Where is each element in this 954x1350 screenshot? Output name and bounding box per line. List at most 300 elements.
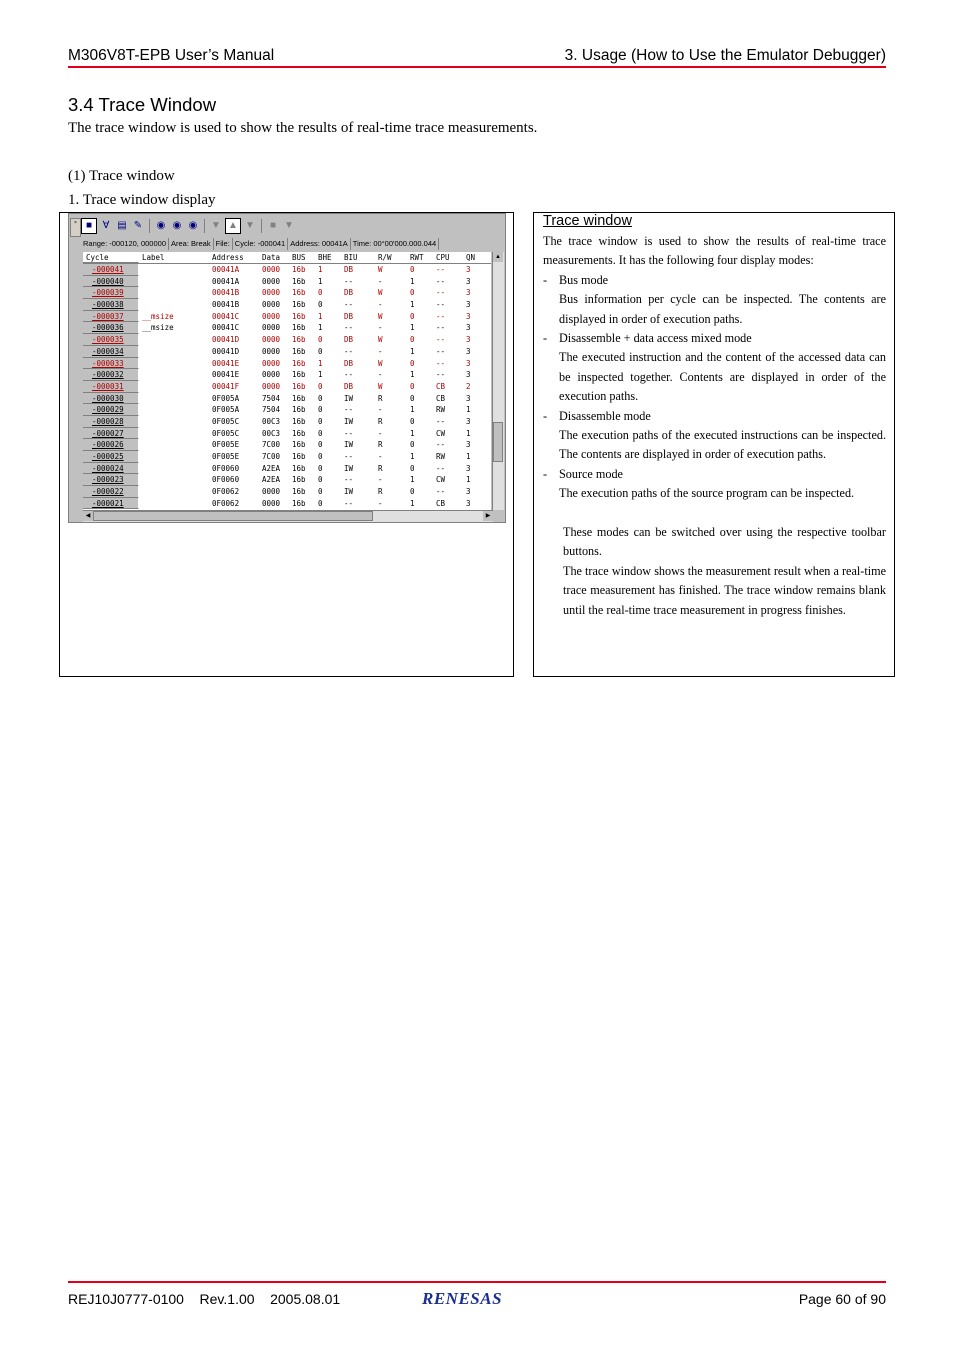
subsection-heading: (1) Trace window <box>68 168 175 184</box>
cell-label <box>139 346 209 358</box>
status-range: Range: -000120, 000000 <box>81 238 169 250</box>
cell-rwt: 0 <box>410 463 415 473</box>
cycle-value: -000022 <box>92 487 124 497</box>
column-header-rwt[interactable]: RWT <box>407 252 433 263</box>
cell-rw: - <box>378 475 383 485</box>
cell-label <box>139 393 209 405</box>
cell-bhe: 1 <box>318 311 323 321</box>
cycle-value: -000031 <box>92 381 124 391</box>
cycle-value: -000033 <box>92 358 124 368</box>
cell-qn: 1 <box>466 452 471 461</box>
cell-cpu: -- <box>436 487 446 497</box>
cell-qn: 1 <box>466 405 471 415</box>
sidebar-box <box>533 212 895 677</box>
cell-label <box>139 416 209 428</box>
cell-data: 0000 <box>262 370 281 380</box>
cell-data: 0000 <box>262 487 281 497</box>
cell-rw: R <box>378 440 383 450</box>
dropdown-icon[interactable]: ▼ <box>284 220 294 231</box>
cell-bus: 16b <box>292 335 306 345</box>
scroll-down-icon[interactable]: ▼ <box>245 220 255 231</box>
cell-address: 00041F <box>212 381 240 391</box>
cell-label <box>139 498 209 510</box>
cycle-value: -000024 <box>92 463 124 473</box>
cell-cycle <box>83 311 139 323</box>
cell-bus: 16b <box>292 358 306 368</box>
cell-rwt: 0 <box>410 311 415 321</box>
cell-rwt: 1 <box>410 370 415 380</box>
table-row[interactable] <box>83 416 491 428</box>
cell-cpu: -- <box>436 370 446 380</box>
cell-bhe: 0 <box>318 405 323 415</box>
cell-bus: 16b <box>292 346 306 356</box>
status-address: Address: 00041A <box>288 238 351 250</box>
cell-bhe: 0 <box>318 463 323 473</box>
cell-address: 0F005A <box>212 393 240 403</box>
cell-data: 7C00 <box>262 452 281 461</box>
cell-qn: 1 <box>466 428 471 438</box>
cell-data: 0000 <box>262 311 281 321</box>
cell-cycle <box>83 264 139 276</box>
cycle-value: -000032 <box>92 370 124 380</box>
cell-label <box>139 404 209 416</box>
cell-qn: 3 <box>466 311 471 321</box>
cycle-value: -000040 <box>92 276 124 286</box>
cell-address: 0F0062 <box>212 498 240 508</box>
cell-address: 0F005C <box>212 416 240 426</box>
cell-label <box>139 358 209 370</box>
section-title: 3.4 Trace Window <box>68 94 217 115</box>
table-row[interactable] <box>83 381 491 393</box>
renesas-logo <box>418 1287 534 1314</box>
cell-cycle <box>83 369 139 381</box>
cell-cycle <box>83 463 139 475</box>
cycle-value: -000028 <box>92 416 124 426</box>
cell-data: 0000 <box>262 323 281 333</box>
cycle-value: -000023 <box>92 475 124 485</box>
cell-rw: - <box>378 405 383 415</box>
section-intro: The trace window is used to show the results of real-time trace measurements. <box>68 120 538 136</box>
table-row[interactable] <box>83 334 491 346</box>
cell-cycle <box>83 287 139 299</box>
table-row[interactable] <box>83 346 491 358</box>
cell-bus: 16b <box>292 288 306 298</box>
trace-table <box>83 252 491 510</box>
scroll-left-arrow-icon[interactable]: ◀ <box>83 511 93 521</box>
table-row[interactable] <box>83 264 491 276</box>
cell-cpu: -- <box>436 265 446 274</box>
cell-rwt: 0 <box>410 381 415 391</box>
cell-bus: 16b <box>292 323 306 333</box>
cell-rwt: 0 <box>410 335 415 345</box>
cell-rwt: 0 <box>410 393 415 403</box>
cell-cycle <box>83 276 139 288</box>
cell-cpu: CB <box>436 498 446 508</box>
cell-data: 0000 <box>262 335 281 345</box>
cycle-value: -000026 <box>92 440 124 450</box>
cell-cpu: CB <box>436 381 446 391</box>
cell-rw: R <box>378 487 383 497</box>
cell-cpu: -- <box>436 358 446 368</box>
cell-qn: 3 <box>466 487 471 497</box>
cell-rw: R <box>378 416 383 426</box>
cell-bhe: 0 <box>318 428 323 438</box>
cell-cpu: RW <box>436 452 446 461</box>
cell-label <box>139 451 209 463</box>
cell-cpu: CW <box>436 428 446 438</box>
cell-bhe: 1 <box>318 323 323 333</box>
header-chapter: 3. Usage (How to Use the Emulator Debugger) <box>564 47 886 64</box>
footer-rule <box>68 1281 886 1283</box>
cycle-value: -000041 <box>92 265 124 274</box>
cell-bus: 16b <box>292 440 306 450</box>
mode-name: Bus mode <box>559 272 609 287</box>
cell-bhe: 0 <box>318 416 323 426</box>
cell-bus: 16b <box>292 487 306 497</box>
cell-rw: - <box>378 428 383 438</box>
cell-cycle <box>83 322 139 334</box>
table-row[interactable] <box>83 393 491 405</box>
table-row[interactable] <box>83 404 491 416</box>
cell-cpu: -- <box>436 323 446 333</box>
cell-cycle <box>83 486 139 498</box>
cell-bus: 16b <box>292 276 306 286</box>
cell-address: 00041D <box>212 335 240 345</box>
trace-table-header <box>83 252 491 264</box>
cell-data: 7504 <box>262 393 281 403</box>
table-row[interactable] <box>83 463 491 475</box>
stop-icon[interactable]: ■ <box>269 220 277 231</box>
cell-data: 0000 <box>262 288 281 298</box>
cell-biu: -- <box>344 475 354 485</box>
cell-cycle <box>83 474 139 486</box>
cell-cpu: CW <box>436 475 446 485</box>
cell-biu: -- <box>344 498 354 508</box>
cell-bhe: 1 <box>318 276 323 286</box>
cell-bus: 16b <box>292 498 306 508</box>
scroll-up-icon[interactable]: ▼ <box>211 220 221 231</box>
cell-bus: 16b <box>292 463 306 473</box>
status-time: Time: 00°00'000.000.044 <box>351 238 439 250</box>
cell-rwt: 1 <box>410 475 415 485</box>
cell-bus: 16b <box>292 428 306 438</box>
cell-biu: -- <box>344 300 354 310</box>
cell-biu: IW <box>344 393 354 403</box>
cycle-value: -000025 <box>92 452 124 461</box>
close-icon[interactable]: × <box>70 218 81 237</box>
cell-cycle <box>83 428 139 440</box>
cell-bus: 16b <box>292 370 306 380</box>
cell-cycle <box>83 393 139 405</box>
cell-cpu: -- <box>436 416 446 426</box>
cell-bhe: 0 <box>318 475 323 485</box>
cell-rwt: 1 <box>410 405 415 415</box>
cell-address: 00041D <box>212 346 240 356</box>
cell-cpu: -- <box>436 335 446 345</box>
cell-rwt: 1 <box>410 346 415 356</box>
cell-rw: W <box>378 381 383 391</box>
cell-bhe: 1 <box>318 265 323 274</box>
cell-data: 0000 <box>262 358 281 368</box>
cell-bhe: 0 <box>318 381 323 391</box>
cell-qn: 3 <box>466 370 471 380</box>
cell-biu: -- <box>344 405 354 415</box>
cell-bhe: 1 <box>318 358 323 368</box>
cell-biu: IW <box>344 487 354 497</box>
cycle-value: -000029 <box>92 405 124 415</box>
column-header-address[interactable]: Address <box>209 252 259 263</box>
column-header-cycle[interactable]: Cycle <box>83 252 139 263</box>
cell-biu: DB <box>344 265 354 274</box>
status-cycle: Cycle: -000041 <box>233 238 288 250</box>
cell-data: 7504 <box>262 405 281 415</box>
table-row[interactable] <box>83 439 491 451</box>
cell-rwt: 0 <box>410 265 415 274</box>
column-header-bus[interactable]: BUS <box>289 252 315 263</box>
cell-bus: 16b <box>292 452 306 461</box>
cell-bus: 16b <box>292 311 306 321</box>
cell-label <box>139 463 209 475</box>
table-row[interactable] <box>83 451 491 463</box>
cell-cycle <box>83 346 139 358</box>
cell-qn: 3 <box>466 463 471 473</box>
cell-bhe: 0 <box>318 300 323 310</box>
cycle-value: -000038 <box>92 300 124 310</box>
search-next-icon[interactable]: ◉ <box>172 220 182 231</box>
cell-rwt: 0 <box>410 440 415 450</box>
table-row[interactable] <box>83 369 491 381</box>
cell-qn: 3 <box>466 358 471 368</box>
cell-label: __msize <box>142 323 174 333</box>
cell-address: 00041E <box>212 370 240 380</box>
cell-rwt: 0 <box>410 288 415 298</box>
cell-rwt: 0 <box>410 358 415 368</box>
cell-biu: DB <box>344 358 354 368</box>
column-header-qn[interactable]: QN <box>463 252 487 263</box>
cell-qn: 3 <box>466 440 471 450</box>
cell-rw: - <box>378 370 383 380</box>
cell-data: 0000 <box>262 265 281 274</box>
column-header-bhe[interactable]: BHE <box>315 252 341 263</box>
table-row[interactable] <box>83 428 491 440</box>
cell-data: 0000 <box>262 276 281 286</box>
cell-data: 0000 <box>262 300 281 310</box>
cell-address: 00041B <box>212 300 240 310</box>
sidebar-paragraph: The trace window is used to show the results of real-time trace measurements. It has the following four display modes: <box>543 234 886 268</box>
cell-qn: 3 <box>466 300 471 310</box>
cell-bus: 16b <box>292 265 306 274</box>
cell-bhe: 0 <box>318 346 323 356</box>
cell-label <box>139 334 209 346</box>
cell-cycle <box>83 439 139 451</box>
cell-cycle <box>83 299 139 311</box>
cell-rw: W <box>378 335 383 345</box>
vertical-scrollbar[interactable] <box>492 252 504 510</box>
cell-biu: -- <box>344 323 354 333</box>
cell-address: 0F0062 <box>212 487 240 497</box>
cell-rw: - <box>378 498 383 508</box>
bus-mode-icon[interactable]: ■ <box>81 218 97 234</box>
cell-bhe: 0 <box>318 487 323 497</box>
scroll-thumb[interactable] <box>493 422 503 462</box>
search-prev-icon[interactable]: ◉ <box>188 220 198 231</box>
cell-rwt: 1 <box>410 300 415 310</box>
cell-cpu: -- <box>436 276 446 286</box>
table-row[interactable] <box>83 358 491 370</box>
column-header-label[interactable]: Label <box>139 252 209 263</box>
trace-window-screenshot <box>68 213 506 523</box>
mode-name: Source mode <box>559 466 623 481</box>
cell-cycle <box>83 334 139 346</box>
cell-biu: DB <box>344 288 354 298</box>
cell-qn: 2 <box>466 381 471 391</box>
mode-description: The executed instruction and the content of the accessed data can be inspected together. Contents are displayed in order of the execution paths. <box>559 350 886 404</box>
cell-cycle <box>83 416 139 428</box>
source-mode-icon[interactable]: ✎ <box>133 220 143 231</box>
table-row[interactable] <box>83 276 491 288</box>
svg-text:RENESAS: RENESAS <box>422 1289 503 1308</box>
column-header-rw[interactable]: R/W <box>375 252 407 263</box>
cell-rw: W <box>378 265 383 274</box>
toolbar-separator <box>261 219 262 233</box>
mode-name: Disassemble + data access mixed mode <box>559 331 752 346</box>
cell-bhe: 1 <box>318 370 323 380</box>
table-row[interactable] <box>83 322 491 334</box>
cell-data: 0000 <box>262 498 281 508</box>
cell-bhe: 0 <box>318 288 323 298</box>
mixed-mode-icon[interactable]: ▤ <box>117 220 127 231</box>
sidebar-body <box>543 232 886 620</box>
scroll-top-icon[interactable]: ▲ <box>225 218 241 234</box>
table-row[interactable] <box>83 299 491 311</box>
cell-label <box>139 299 209 311</box>
cell-rw: - <box>378 300 383 310</box>
cycle-value: -000035 <box>92 335 124 345</box>
trace-toolbar <box>81 216 296 236</box>
cell-rw: R <box>378 393 383 403</box>
cell-bhe: 0 <box>318 393 323 403</box>
cell-label <box>139 276 209 288</box>
search-icon[interactable]: ◉ <box>156 220 166 231</box>
cell-qn: 3 <box>466 265 471 274</box>
cell-biu: DB <box>344 335 354 345</box>
table-row[interactable] <box>83 287 491 299</box>
cell-data: 0000 <box>262 346 281 356</box>
cell-rw: R <box>378 463 383 473</box>
table-row[interactable] <box>83 498 491 510</box>
cell-qn: 3 <box>466 393 471 403</box>
cell-bhe: 0 <box>318 452 323 461</box>
list-item: - Disassemble mode <box>543 407 886 426</box>
cell-cycle <box>83 381 139 393</box>
horizontal-scrollbar[interactable] <box>83 510 493 522</box>
cell-rw: W <box>378 288 383 298</box>
cell-qn: 1 <box>466 475 471 485</box>
header-rule <box>68 66 886 68</box>
cell-label <box>139 264 209 276</box>
cell-cpu: RW <box>436 405 446 415</box>
toolbar-separator <box>149 219 150 233</box>
cell-biu: -- <box>344 370 354 380</box>
cell-bus: 16b <box>292 405 306 415</box>
cell-cycle <box>83 404 139 416</box>
list-item: - Bus mode <box>543 271 886 290</box>
mode-name: Disassemble mode <box>559 408 651 423</box>
column-header-biu[interactable]: BIU <box>341 252 375 263</box>
cell-cpu: CB <box>436 393 446 403</box>
cell-qn: 3 <box>466 416 471 426</box>
cell-bus: 16b <box>292 300 306 310</box>
disassemble-icon[interactable]: ∀ <box>102 220 110 231</box>
toolbar-separator <box>204 219 205 233</box>
cell-rw: W <box>378 358 383 368</box>
cell-rw: W <box>378 311 383 321</box>
cell-rwt: 1 <box>410 323 415 333</box>
scroll-thumb-horizontal[interactable] <box>93 511 373 521</box>
cell-label: __msize <box>142 311 174 321</box>
cell-bus: 16b <box>292 475 306 485</box>
cell-bus: 16b <box>292 381 306 391</box>
scroll-right-arrow-icon[interactable]: ▶ <box>483 511 493 521</box>
cell-cycle <box>83 358 139 370</box>
cell-rwt: 1 <box>410 498 415 508</box>
cell-rwt: 1 <box>410 452 415 461</box>
cell-label <box>139 428 209 440</box>
table-row[interactable] <box>83 486 491 498</box>
cell-cpu: -- <box>436 463 446 473</box>
sidebar-note: These modes can be switched over using the respective toolbar buttons. <box>563 525 886 559</box>
cell-rwt: 1 <box>410 428 415 438</box>
sidebar-title: Trace window <box>543 213 632 229</box>
mode-description: The execution paths of the executed instructions can be inspected. The contents are displayed in order of execution paths. <box>559 428 886 462</box>
cell-biu: DB <box>344 381 354 391</box>
scroll-up-arrow-icon[interactable]: ▲ <box>493 252 503 262</box>
column-header-data[interactable]: Data <box>259 252 289 263</box>
cell-address: 00041A <box>212 265 240 274</box>
cell-cpu: -- <box>436 311 446 321</box>
cell-bhe: 0 <box>318 335 323 345</box>
cycle-value: -000039 <box>92 288 124 298</box>
cell-address: 00041A <box>212 276 240 286</box>
cell-address: 0F005A <box>212 405 240 415</box>
cell-qn: 3 <box>466 335 471 345</box>
cell-label <box>139 369 209 381</box>
cell-rwt: 0 <box>410 416 415 426</box>
cell-rwt: 0 <box>410 487 415 497</box>
cell-bus: 16b <box>292 393 306 403</box>
header-title: M306V8T-EPB User’s Manual <box>68 47 275 64</box>
cell-biu: -- <box>344 428 354 438</box>
cell-qn: 3 <box>466 498 471 508</box>
mode-description: The execution paths of the source program can be inspected. <box>559 486 855 501</box>
cell-bhe: 0 <box>318 498 323 508</box>
mode-description: Bus information per cycle can be inspected. The contents are displayed in order of execution paths. <box>559 292 886 326</box>
cell-cycle <box>83 498 139 510</box>
cell-biu: DB <box>344 311 354 321</box>
cell-qn: 3 <box>466 323 471 333</box>
cell-rw: - <box>378 323 383 333</box>
table-row[interactable] <box>83 311 491 323</box>
cell-address: 00041B <box>212 288 240 298</box>
table-row[interactable] <box>83 474 491 486</box>
footer-page-number: Page 60 of 90 <box>798 1291 886 1307</box>
cell-address: 00041E <box>212 358 240 368</box>
cell-data: 00C3 <box>262 416 281 426</box>
cell-biu: -- <box>344 276 354 286</box>
list-item: - Disassemble + data access mixed mode <box>543 329 886 348</box>
column-header-cpu[interactable]: CPU <box>433 252 463 263</box>
cycle-value: -000021 <box>92 498 124 508</box>
